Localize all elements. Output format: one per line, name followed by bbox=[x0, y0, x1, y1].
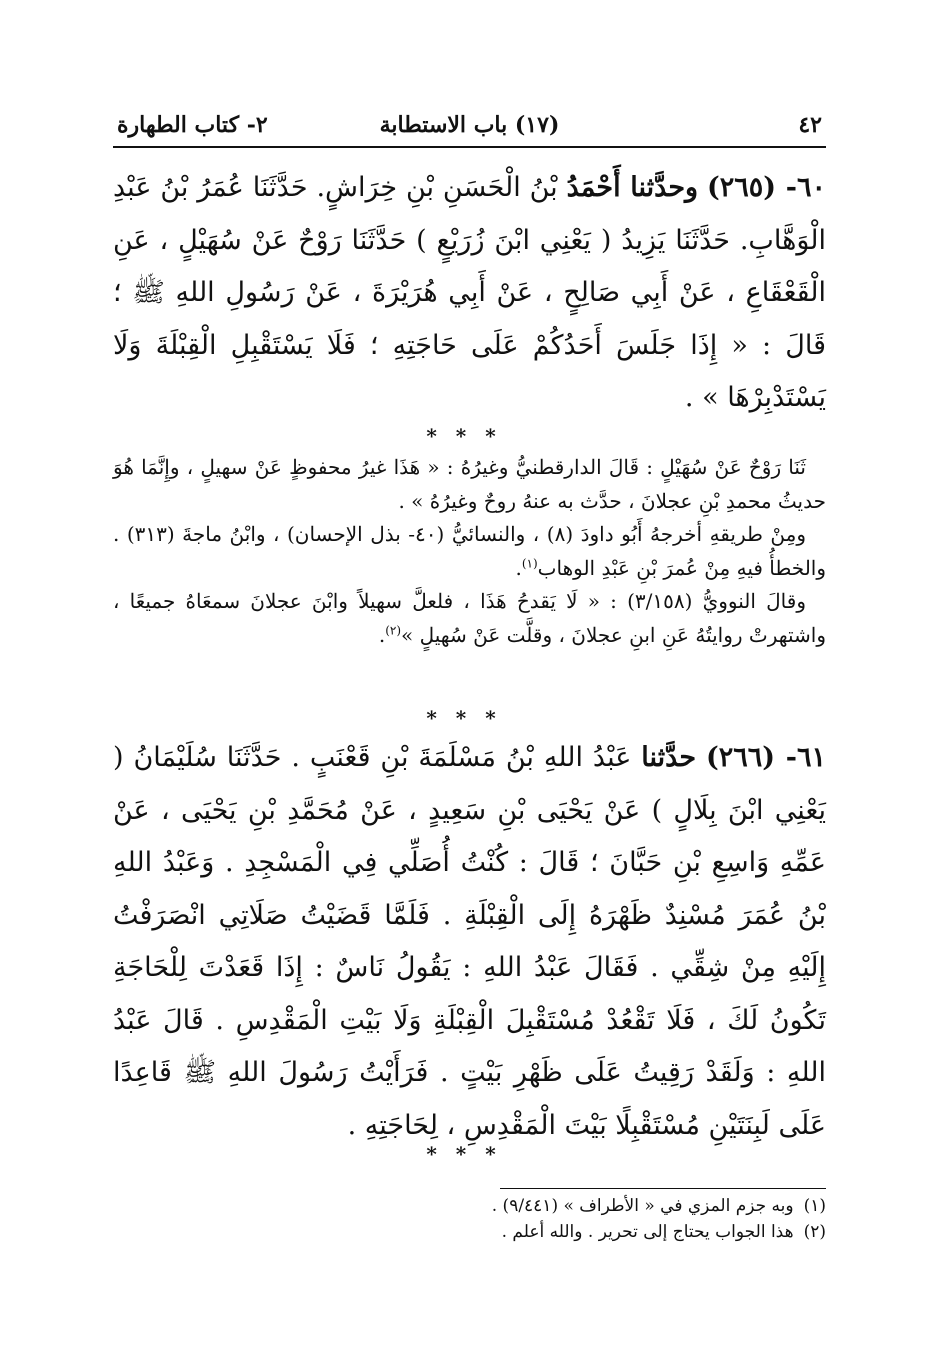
commentary-end: . bbox=[515, 555, 522, 580]
hadith-60 bbox=[113, 162, 826, 425]
footnote-ref: (١) bbox=[521, 555, 538, 570]
running-header bbox=[113, 108, 826, 148]
commentary-paragraph bbox=[113, 518, 826, 585]
section-separator: * * * bbox=[426, 1142, 502, 1166]
hadith-number: ٦٠- (٢٦٥) bbox=[706, 172, 826, 203]
commentary-paragraph bbox=[113, 585, 826, 652]
page-number: ٤٢ bbox=[798, 112, 822, 138]
hadith-text: بْنُ الْحَسَنِ بْنِ خِرَاشٍ. حَدَّثَنَا عُمَرُ بْنُ عَبْدِ الْوَهَّابِ. حَدَّثَنَا يَزِيدُ ( يَعْنِي ابْنَ زُرَيْعٍ ) حَدَّثَنَا رَوْحٌ عَنْ سُهَيْلٍ ، عَنِ الْقَعْقَاعِ ، عَنْ أَبِي صَالِحٍ ، عَنْ أَبِي هُرَيْرَةَ ، عَنْ رَسُولِ اللهِ ﷺ ؛ قَالَ : « إِذَا جَلَسَ أَحَدُكُمْ عَلَى حَاجَتِهِ ؛ فَلَا يَسْتَقْبِلِ الْقِبْلَةَ وَلَا يَسْتَدْبِرْهَا » . bbox=[113, 172, 826, 413]
footnotes bbox=[113, 1193, 826, 1245]
commentary bbox=[113, 451, 826, 652]
commentary-end: . bbox=[378, 622, 386, 647]
hadith-text: عَبْدُ اللهِ بْنُ مَسْلَمَةَ بْنِ قَعْنَبٍ . حَدَّثَنَا سُلَيْمَانُ ( يَعْنِي ابْنَ بِلَالٍ ) عَنْ يَحْيَى بْنِ سَعِيدٍ ، عَنْ مُحَمَّدِ بْنِ يَحْيَى ، عَنْ عَمِّهِ وَاسِعِ بْنِ حَبَّانَ ؛ قَالَ : كُنْتُ أُصَلِّي فِي الْمَسْجِدِ . وَعَبْدُ اللهِ بْنُ عُمَرَ مُسْنِدٌ ظَهْرَهُ إِلَى الْقِبْلَةِ . فَلَمَّا قَضَيْتُ صَلَاتِي انْصَرَفْتُ إِلَيْهِ مِنْ شِقِّي . فَقَالَ عَبْدُ اللهِ : يَقُولُ نَاسٌ : إِذَا قَعَدْتَ لِلْحَاجَةِ تَكُونُ لَكَ ، فَلَا تَقْعُدْ مُسْتَقْبِلَ الْقِبْلَةِ وَلَا بَيْتِ الْمَقْدِسِ . قَالَ عَبْدُ اللهِ : وَلَقَدْ رَقِيتُ عَلَى ظَهْرِ بَيْتٍ . فَرَأَيْتُ رَسُولَ اللهِ ﷺ قَاعِدًا عَلَى لَبِنَتَيْنِ مُسْتَقْبِلًا بَيْتَ الْمَقْدِسِ ، لِحَاجَتِهِ . bbox=[113, 742, 826, 1141]
hadith-61 bbox=[113, 732, 826, 1152]
footnote bbox=[113, 1193, 826, 1219]
chapter-title: (١٧) باب الاستطابة bbox=[379, 112, 560, 138]
footnote-text: وبه جزم المزي في « الأطراف » (٩/٤٤١) . bbox=[491, 1196, 794, 1216]
section-separator: * * * bbox=[426, 424, 502, 448]
footnote-number: (٢) bbox=[803, 1222, 826, 1242]
footnote-ref: (٢) bbox=[385, 622, 402, 637]
footnote-divider bbox=[500, 1188, 826, 1189]
hadith-intro: حدَّثنا bbox=[641, 742, 697, 773]
commentary-text: ومِنْ طريقهِ أخرجهُ أَبُو داودَ (٨) ، والنسائيُّ (٤٠- بذل الإحسان) ، وابْنُ ماجةَ (٣١٣) . والخطأُ فيهِ مِنْ عُمرَ بْنِ عَبْدِ الوهاب bbox=[113, 522, 826, 580]
book-title: ٢- كتاب الطهارة bbox=[117, 112, 268, 138]
hadith-intro: وحدَّثنا أَحْمَدُ bbox=[566, 172, 699, 203]
footnote bbox=[113, 1219, 826, 1245]
hadith-number: ٦١- (٢٦٦) bbox=[705, 742, 826, 773]
footnote-number: (١) bbox=[803, 1196, 826, 1216]
section-separator: * * * bbox=[426, 706, 502, 730]
commentary-text: وقالَ النوويُّ (٣/١٥٨) : « لَا يَقدحُ هَذَا ، فلعلَّ سهيلاً وابْنَ عجلانَ سمعَاهُ جميعًا ، واشتهرتْ روايتُهُ عَنِ ابنِ عجلانَ ، وقلَّت عَنْ سُهيلٍ » bbox=[113, 589, 826, 647]
footnote-text: هذا الجواب يحتاج إلى تحرير . والله أعلم . bbox=[501, 1222, 794, 1242]
commentary-paragraph bbox=[113, 451, 826, 518]
commentary-text: ثَنَا رَوْحٌ عَنْ سُهَيْلٍ : قَالَ الدارقطنيُّ وغيرُهُ : « هَذَا غيرُ محفوظٍ عَنْ سهيلٍ ، وإِنَّمَا هُوَ حديثُ محمدِ بْنِ عجلانَ ، حدَّث به عنهُ روحٌ وغيرُهُ » . bbox=[113, 455, 826, 513]
